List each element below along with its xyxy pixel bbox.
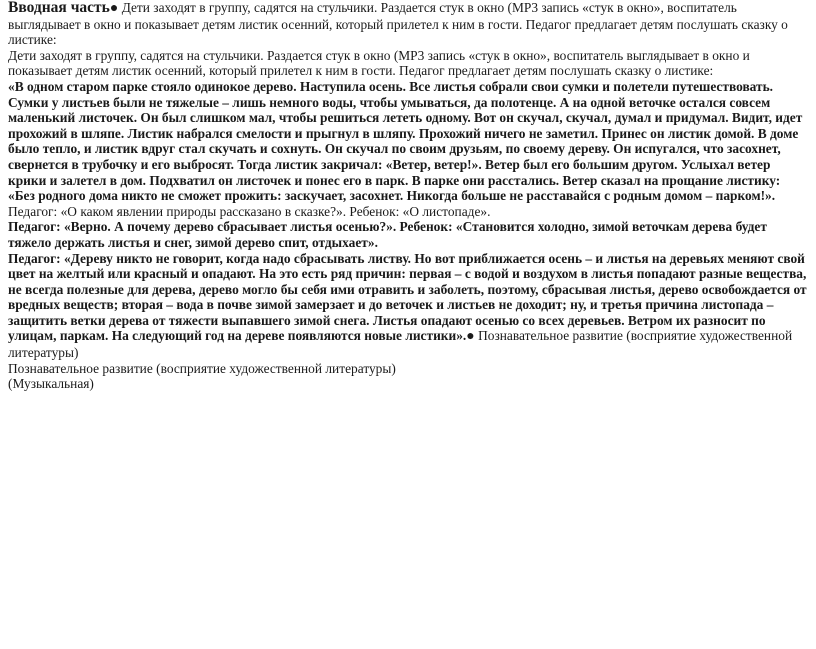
bullet-icon: ● — [109, 1, 119, 16]
story-paragraph: «В одном старом парке стояло одинокое дерево. Наступила осень. Все листья собрали свои сумки и полетели путешествовать. Сумки у листьев были не тяжелые – лишь немного воды, чтобы умываться, да полотенце. А на одной веточке остался совсем маленький листочек. Он был слишком мал, чтобы решиться лететь одному. Вот он скучал, скучал, думал и придумал. Видит, идет прохожий в шляпе. Листик набрался смелости и прыгнул в шляпу. Прохожий ничего не заметил. Принес он листик домой. В доме было тепло, и листик вдруг стал скучать и сохнуть. Он скучал по своим друзьям, по своему дереву. Он испугался, что засохнет, свернется в трубочку и его выбросят. Тогда листик закричал: «Ветер, ветер!». Ветер был его большим другом. Услыхал ветер крики и залетел в дом. Подхватил он листочек и понес его в парк. В парке они расстались. Ветер сказал на прощание листику: «Без родного дома никто не сможет прожить: заскучает, засохнет. Никогда больше не расставайся с родным домом – парком!». — [8, 78, 803, 204]
intro-text: Дети заходят в группу, садятся на стульчики. Раздается стук в окно (МР3 запись «стук в окно», воспитатель выглядывает в окно и показывает детям листик осенний, который прилетел к ним в гости. Педагог предлагает детям послушать сказку о листике: — [8, 0, 788, 48]
repeat-paragraph: Дети заходят в группу, садятся на стульчики. Раздается стук в окно (МР3 запись «стук в окно», воспитатель выглядывает в окно и показывает детям листик осенний, который прилетел к ним в гости. Педагог предлагает детям послушать сказку о листике: — [8, 47, 750, 79]
document-page — [8, 0, 808, 392]
section-paragraph-1: Познавательное развитие (восприятие художественной литературы) — [8, 360, 396, 376]
dialog-3-text: Педагог: «Дереву никто не говорит, когда надо сбрасывать листву. Но вот приближается осень – и листья на деревьях меняют свой цвет на желтый или красный и опадают. На это есть ряд причин: первая – с водой и воздухом в листья попадают разные вещества, не всегда полезные для дерева, дерево могло бы себя ими отравить и заболеть, поэтому, сбрасывая листья, дерево освобождается от вредных веществ; вторая – вода в почве зимой замерзает и до веточек и листьев не доходит; ну, и третья причина листопада – защитить ветки дерева от тяжести выпавшего зимой снега. Листья опадают осенью со всех деревьев. Ветром их разносит по улицам, паркам. На следующий год на дереве появляются новые листики». — [8, 250, 807, 344]
dialog-paragraph-2: Педагог: «Верно. А почему дерево сбрасывает листья осенью?». Ребенок: «Становится холодно, зимой веточкам дерева будет тяжело держать листья и снег, зимой дерево спит, отдыхает». — [8, 219, 767, 250]
dialog-3-tail: Познавательное развитие (восприятие художественной литературы) — [8, 328, 793, 361]
dialog-paragraph-3 — [8, 251, 808, 361]
dialog-paragraph-1: Педагог: «О каком явлении природы рассказано в сказке?». Ребенок: «О листопаде». — [8, 203, 491, 219]
intro-paragraph — [8, 0, 808, 48]
section-paragraph-2: (Музыкальная) — [8, 376, 94, 392]
section-heading: Вводная часть — [8, 0, 110, 16]
bullet-icon: ● — [466, 329, 475, 345]
